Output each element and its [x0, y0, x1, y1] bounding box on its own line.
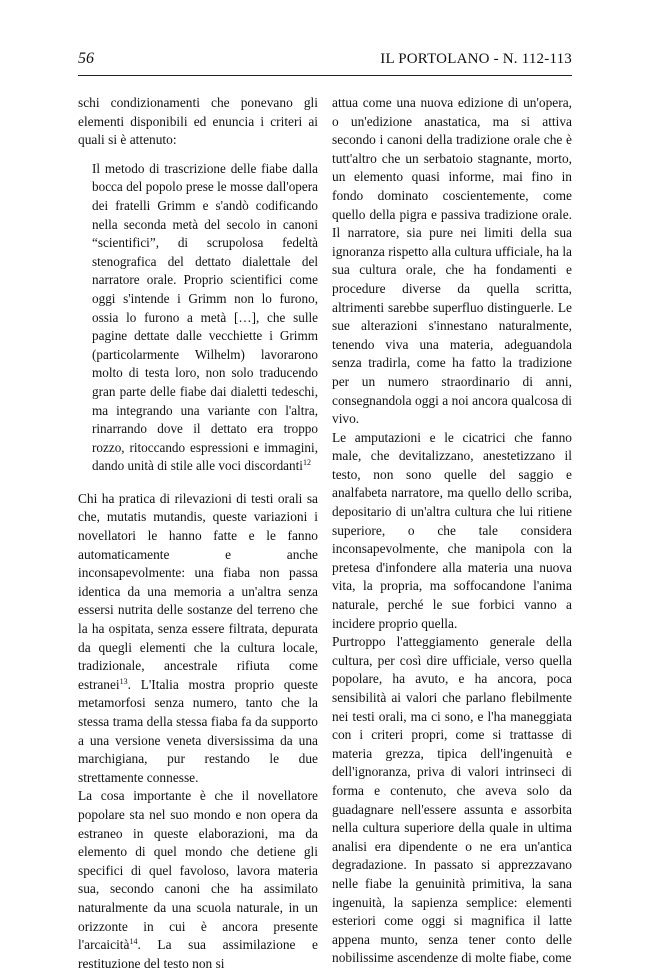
paragraph-text-tail: . L'Italia mostra proprio queste metamorfosi senza numero, tanto che la stessa trama della stessa fiaba fa da supporto a una versione veneta diversissima da una marchigiana, pur restando le due strettamente connesse. — [78, 676, 318, 785]
paragraph-text: Chi ha pratica di rilevazioni di testi orali sa che, mutatis mutandis, queste variazioni i novellatori le hanno fatte e le fanno automaticamente e anche inconsapevolmente: una fiaba non passa identica da una memoria a un'altra senza essersi nutrita delle sostanze del terreno che la ha ospitata, senza essere filtrata, depurata da quegli elementi che la cultura locale, tradizionale, ancestrale rifiuta come estranei — [78, 490, 318, 692]
paragraph-text: Purtroppo l'atteggiamento generale della cultura, per così dire ufficiale, verso quella popolare, ha avuto, e ha ancora, poca sensibilità ai valori che parlano flebilmente nei testi orali, ma ci sono, e l'ha maneggiata con i criteri propri, come si trattasse di materia grezza, tipica dell'ingenuità e dell'ignoranza, priva di valori intrinseci di forma e contenuto, che aveva solo da guadagnare nell'essere assunta e assorbita nella cultura superiore della quale in ultima analisi era dipendente o ne era un'antica degradazione. In passato si apprezzavano nelle fiabe la genuinità primitiva, la sana ingenuità, la sapienza semplice: elementi esteriori come oggi si magnifica il latte appena munto, senza tener conto delle nobilissime ascendenze di molte fiabe, come — [332, 634, 572, 966]
page-number: 56 — [78, 50, 94, 67]
paragraph-text: Le amputazioni e le cicatrici che fanno male, che devitalizzano, anestetizzano il testo, non sono quelle del saggio e analfabeta narratore, ma quello dello scriba, depositario di un'altra cultura che lui ritiene superiore, o che tale considera inconsapevolmente, che manipola con la pretesa d'infondere alla materia una nuova vita, la propria, ma soffocandone l'anima naturale, perché le sue forbici vanno a incidere proprio quella. — [332, 429, 572, 631]
page-header — [78, 48, 572, 70]
running-head: IL PORTOLANO - N. 112-113 — [380, 51, 572, 67]
footnote-ref: 12 — [302, 458, 311, 468]
footnote-ref: 14 — [129, 937, 138, 947]
paragraph-text: attua come una nuova edizione di un'opera, o un'edizione anastatica, ma si attiva secondo i canoni della tradizione orale che è tutt'altro che un serbatoio stagnante, morto, un elemento quasi informe, mai fino in fondo dominato coscientemente, come quello della pigra e passiva tradizione orale. Il narratore, sia pure nei limiti della sua ignoranza rispetto alla cultura ufficiale, ha la sua cultura orale, che ha fondamenti e procedure diverse da quella scritta, altrimenti sarebbe superfluo distinguerle. Le sue alterazioni s'innestano naturalmente, tenendo viva una materia, adeguandola senza tradirla, come ha fatto la tradizione per un numero straordinario di anni, consegnandola oggi a noi ancora qualcosa di vivo. — [332, 95, 572, 427]
paragraph-text-tail: . La sua assimilazione e restituzione del testo non si — [78, 937, 318, 971]
paragraph-text: Il metodo di trascrizione delle fiabe dalla bocca del popolo prese le mosse dall'opera dei fratelli Grimm e s'andò codificando nella seconda metà del secolo in canoni “scientifici”, di scrupolosa fedeltà stenografica del dettato dialettale del narratore orale. Proprio scientifici come oggi s'intende i Grimm non lo furono, ossia lo furono a metà […], che sulle pagine dettate dalle vecchiette i Grimm (particolarmente Wilhelm) lavorarono molto di testa loro, non solo traducendo gran parte delle fiabe dai dialetti tedeschi, ma integrando una variante con l'altra, rinarrando dove il dettato era troppo rozzo, ritoccando espressioni e immagini, dando unità di stile alle voci discordanti — [92, 160, 318, 474]
paragraph-3 — [332, 94, 572, 429]
header-rule — [78, 75, 572, 76]
left-column — [78, 94, 318, 973]
right-column — [332, 94, 572, 968]
paragraph-text: La cosa importante è che il novellatore popolare sta nel suo mondo e non opera da estraneo in queste elaborazioni, ma da elemento di quel mondo che detiene gli specifici di quel favoloso, lavora materia sua, secondo canoni che ha assimilato naturalmente da una scuola naturale, in un orizzonte in cui è ancora presente l'arcaicità — [78, 788, 318, 953]
paragraph-2 — [78, 787, 318, 973]
paragraph-1 — [78, 490, 318, 788]
footnote-ref: 13 — [119, 676, 128, 686]
paragraph-5 — [332, 633, 572, 968]
paragraph-4 — [332, 429, 572, 634]
paragraph-text: schi condizionamenti che ponevano gli elementi disponibili ed enuncia i criteri ai quali si è attenuto: — [78, 95, 318, 148]
block-quote — [78, 160, 318, 476]
intro-paragraph — [78, 94, 318, 150]
